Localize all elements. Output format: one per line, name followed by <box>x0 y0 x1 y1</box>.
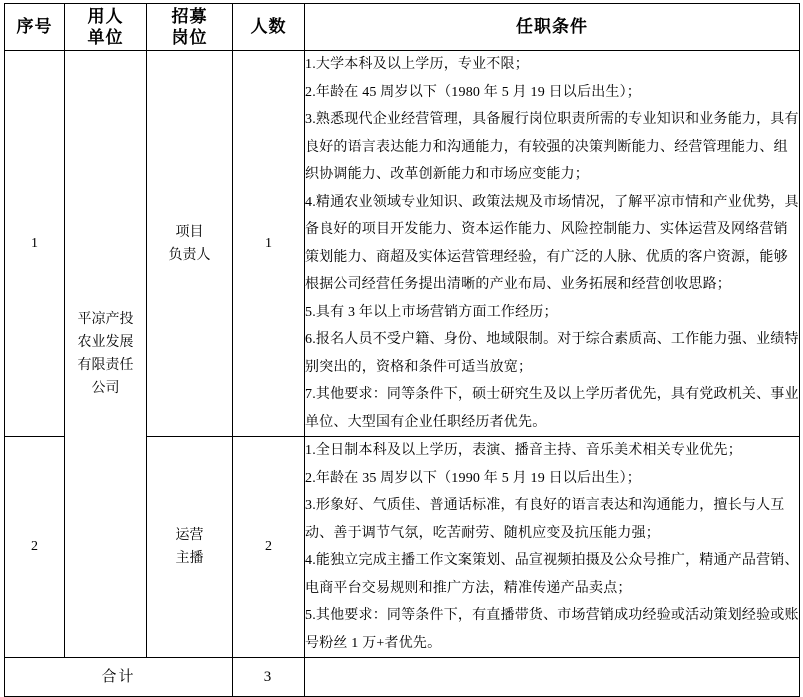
header-cell-requirements <box>305 4 800 51</box>
total-count: 3 <box>233 658 305 697</box>
header-label-count: 人数 <box>250 17 287 36</box>
row-requirements-2 <box>305 437 800 658</box>
header-cell-unit <box>65 4 147 51</box>
row-post-1 <box>147 51 233 437</box>
header-cell-count <box>233 4 305 51</box>
header-label-unit-line2: 单位 <box>87 28 124 47</box>
requirement-item: 4.精通农业领域专业知识、政策法规及市场情况，了解平凉市情和产业优势，具备良好的项目开发能力、资本运作能力、风险控制能力、实体运营及网络营销策划能力、商超及实体运营管理经验，有广泛的人脉、优质的客户资源，能够根据公司经营任务提出清晰的产业布局、业务拓展和经营创收思路； <box>305 194 799 292</box>
employer-unit-line3: 有限责任 <box>77 358 134 373</box>
employer-unit-line2: 农业发展 <box>77 335 134 350</box>
row-count-2: 2 <box>233 437 305 658</box>
row-count-1: 1 <box>233 51 305 437</box>
table-row <box>5 51 800 437</box>
table-body <box>5 51 800 697</box>
row-post-2-line1: 运营 <box>175 528 204 543</box>
header-cell-post <box>147 4 233 51</box>
total-label: 合计 <box>5 658 233 697</box>
requirement-item: 3.熟悉现代企业经营管理，具备履行岗位职责所需的专业知识和业务能力，具有良好的语言表达能力和沟通能力，有较强的决策判断能力、经营管理能力、组织协调能力、改革创新能力和市场应变能力； <box>305 112 799 182</box>
header-row <box>5 4 800 51</box>
header-label-post-line1: 招募 <box>171 7 208 26</box>
requirement-item: 4.能独立完成主播工作文案策划、品宣视频拍摄及公众号推广，精通产品营销、电商平台交易规则和推广方法，精准传递产品卖点； <box>305 553 799 596</box>
requirement-item: 2.年龄在 45 周岁以下（1980 年 5 月 19 日以后出生）； <box>305 84 641 100</box>
header-label-post-line2: 岗位 <box>171 28 208 47</box>
total-empty-cell <box>305 658 800 697</box>
header-label-no: 序号 <box>16 17 53 36</box>
employer-unit-line4: 公司 <box>91 381 120 396</box>
requirement-item: 3.形象好、气质佳、普通话标准，有良好的语言表达和沟通能力，擅长与人互动、善于调节气氛，吃苦耐劳、随机应变及抗压能力强； <box>305 498 785 541</box>
requirement-item: 7.其他要求：同等条件下，硕士研究生及以上学历者优先，具有党政机关、事业单位、大型国有企业任职经历者优先。 <box>305 387 799 430</box>
requirement-item: 6.报名人员不受户籍、身份、地域限制。对于综合素质高、工作能力强、业绩特别突出的，资格和条件可适当放宽； <box>305 332 799 375</box>
employer-unit-line1: 平凉产投 <box>77 312 134 327</box>
row-no-1: 1 <box>5 51 65 437</box>
row-requirements-1 <box>305 51 800 437</box>
table-header <box>5 4 800 51</box>
header-label-unit-line1: 用人 <box>87 7 124 26</box>
document-page <box>0 3 803 685</box>
requirement-item: 5.其他要求：同等条件下，有直播带货、市场营销成功经验或活动策划经验或账号粉丝 1 万+者优先。 <box>305 608 799 651</box>
requirement-item: 5.具有 3 年以上市场营销方面工作经历； <box>305 304 558 320</box>
requirement-item: 2.年龄在 35 周岁以下（1990 年 5 月 19 日以后出生）； <box>305 470 641 486</box>
employer-unit-cell <box>65 51 147 658</box>
row-post-2-line2: 主播 <box>175 551 204 566</box>
row-post-1-line2: 负责人 <box>168 247 211 263</box>
requirement-item: 1.全日制本科及以上学历，表演、播音主持、音乐美术相关专业优先； <box>305 443 742 458</box>
row-no-2: 2 <box>5 437 65 658</box>
header-cell-no <box>5 4 65 51</box>
requirement-item: 1.大学本科及以上学历，专业不限； <box>305 57 529 72</box>
header-label-requirements: 任职条件 <box>516 17 588 36</box>
recruitment-table <box>4 3 800 697</box>
total-row <box>5 658 800 697</box>
row-post-2 <box>147 437 233 658</box>
row-post-1-line1: 项目 <box>175 224 204 240</box>
